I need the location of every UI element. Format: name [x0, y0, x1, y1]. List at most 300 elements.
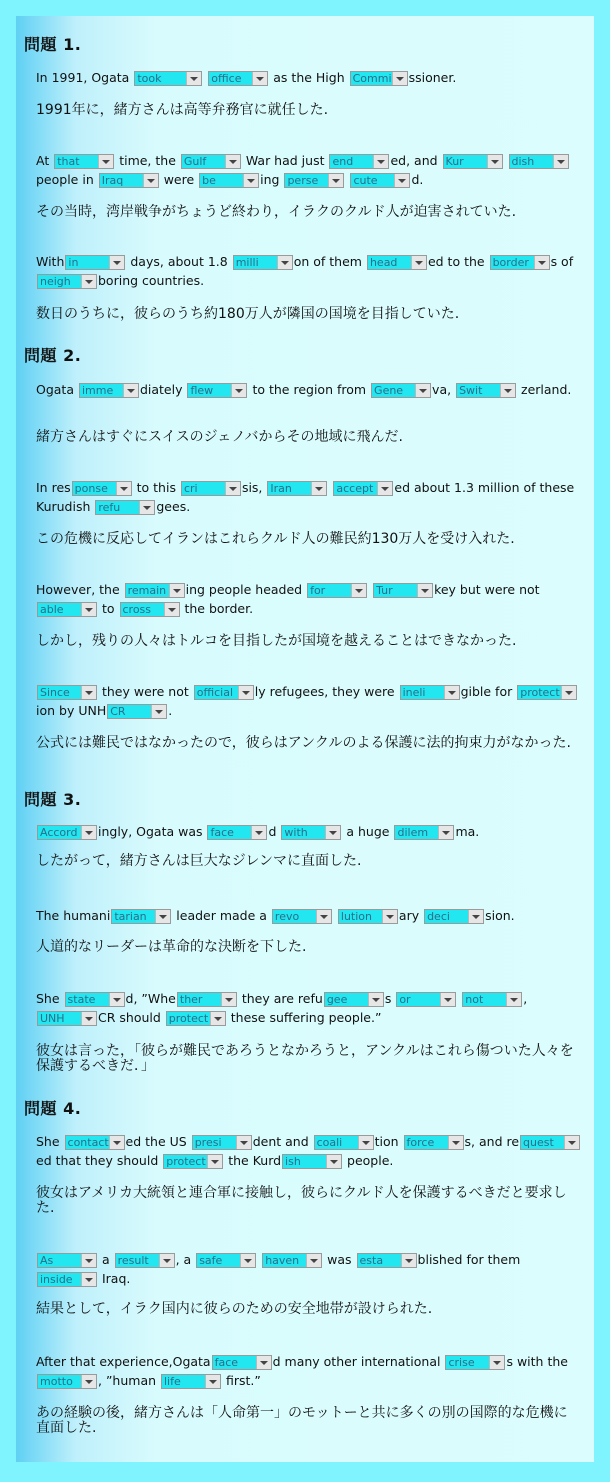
- answer-dropdown[interactable]: [208, 71, 268, 86]
- sentence-text: ed the US: [125, 1134, 191, 1149]
- sentence-text: va,: [432, 382, 456, 397]
- chevron-down-icon[interactable]: [325, 826, 340, 839]
- dropdown-selected-value: quest: [523, 1136, 554, 1149]
- english-sentence: [36, 380, 584, 399]
- dropdown-selected-value: ineli: [402, 686, 426, 699]
- dropdown-selected-value: in: [68, 256, 79, 269]
- chevron-down-icon[interactable]: [151, 705, 166, 718]
- sentence-text: ing people headed: [185, 582, 307, 597]
- chevron-down-icon[interactable]: [81, 1375, 96, 1388]
- dropdown-selected-value: CR: [110, 705, 126, 718]
- sentence-text: War had just: [241, 153, 329, 168]
- sentence-text: She: [36, 1134, 64, 1149]
- answer-dropdown[interactable]: [338, 909, 398, 924]
- chevron-down-icon[interactable]: [139, 501, 154, 514]
- answer-dropdown[interactable]: [350, 173, 410, 188]
- dropdown-selected-value: milli: [235, 256, 259, 269]
- answer-dropdown[interactable]: [65, 992, 125, 1007]
- answer-dropdown[interactable]: [166, 1011, 226, 1026]
- chevron-down-icon[interactable]: [306, 1254, 321, 1267]
- sentence-text: , ”human: [98, 1373, 160, 1388]
- sentence-text: Ogata: [36, 382, 78, 397]
- chevron-down-icon[interactable]: [277, 256, 292, 269]
- answer-dropdown[interactable]: [177, 992, 237, 1007]
- dropdown-selected-value: Swit: [459, 384, 483, 397]
- chevron-down-icon[interactable]: [440, 993, 455, 1006]
- answer-dropdown[interactable]: [445, 1355, 505, 1370]
- dropdown-selected-value: flew: [190, 384, 214, 397]
- chevron-down-icon[interactable]: [225, 155, 240, 168]
- dropdown-selected-value: tarian: [114, 910, 147, 923]
- worksheet-panel: [16, 16, 594, 1462]
- chevron-down-icon[interactable]: [169, 584, 184, 597]
- dropdown-selected-value: Kur: [445, 155, 464, 168]
- english-sentence: [36, 580, 584, 618]
- dropdown-selected-value: border: [492, 256, 529, 269]
- dropdown-selected-value: Gulf: [183, 155, 207, 168]
- chevron-down-icon[interactable]: [116, 482, 131, 495]
- dropdown-selected-value: As: [40, 1254, 54, 1267]
- english-sentence: [36, 1250, 584, 1288]
- answer-dropdown[interactable]: [373, 583, 433, 598]
- answer-dropdown[interactable]: [194, 685, 254, 700]
- chevron-down-icon[interactable]: [256, 1356, 271, 1369]
- answer-dropdown[interactable]: [367, 255, 427, 270]
- chevron-down-icon[interactable]: [155, 910, 170, 923]
- sentence-text: ary: [398, 908, 424, 923]
- answer-dropdown[interactable]: [196, 1253, 256, 1268]
- answer-dropdown[interactable]: [125, 583, 185, 598]
- answer-dropdown[interactable]: [509, 154, 569, 169]
- answer-dropdown[interactable]: [37, 274, 97, 289]
- chevron-down-icon[interactable]: [382, 910, 397, 923]
- sentence-text: leader made a: [172, 908, 271, 923]
- dropdown-selected-value: end: [332, 155, 354, 168]
- sentence-text: the border.: [180, 601, 254, 616]
- japanese-translation: しかし，残りの人々はトルコを目指したが国境を越えることはできなかった.: [36, 633, 517, 649]
- english-sentence: [36, 1132, 584, 1170]
- chevron-down-icon[interactable]: [373, 155, 388, 168]
- chevron-down-icon[interactable]: [109, 256, 124, 269]
- chevron-down-icon[interactable]: [221, 993, 236, 1006]
- sentence-text: to: [98, 601, 119, 616]
- sentence-text: [333, 908, 337, 923]
- answer-dropdown[interactable]: [37, 825, 97, 840]
- dropdown-selected-value: head: [369, 256, 398, 269]
- dropdown-selected-value: inside: [40, 1273, 73, 1286]
- answer-dropdown[interactable]: [400, 685, 460, 700]
- dropdown-selected-value: Since: [40, 686, 70, 699]
- dropdown-selected-value: perse: [287, 174, 319, 187]
- sentence-text: to the region from: [248, 382, 371, 397]
- answer-dropdown[interactable]: [233, 255, 293, 270]
- english-sentence: [36, 252, 584, 290]
- chevron-down-icon[interactable]: [506, 993, 521, 1006]
- sentence-text: d, ”Whe: [125, 991, 176, 1006]
- chevron-down-icon[interactable]: [487, 155, 502, 168]
- answer-dropdown[interactable]: [79, 383, 139, 398]
- answer-dropdown[interactable]: [272, 909, 332, 924]
- answer-dropdown[interactable]: [207, 825, 267, 840]
- answer-dropdown[interactable]: [37, 1011, 97, 1026]
- english-sentence: [36, 822, 584, 841]
- dropdown-selected-value: remain: [127, 584, 167, 597]
- answer-dropdown[interactable]: [115, 1253, 175, 1268]
- answer-dropdown[interactable]: [324, 992, 384, 1007]
- answer-dropdown[interactable]: [443, 154, 503, 169]
- dropdown-selected-value: neigh: [40, 275, 71, 288]
- chevron-down-icon[interactable]: [109, 1136, 123, 1149]
- chevron-down-icon[interactable]: [81, 1012, 96, 1025]
- dropdown-selected-value: refu: [98, 501, 121, 514]
- answer-dropdown[interactable]: [284, 173, 344, 188]
- english-sentence: [36, 1352, 584, 1390]
- answer-dropdown[interactable]: [187, 383, 247, 398]
- dropdown-selected-value: cri: [183, 482, 198, 495]
- sentence-text: ed to the: [427, 254, 489, 269]
- chevron-down-icon[interactable]: [392, 72, 407, 85]
- japanese-translation: その当時，湾岸戦争がちょうど終わり，イラクのクルド人が迫害されていた.: [36, 204, 517, 220]
- chevron-down-icon[interactable]: [411, 256, 426, 269]
- sentence-text: were: [159, 172, 199, 187]
- dropdown-selected-value: presi: [194, 1136, 222, 1149]
- sentence-text: At: [36, 153, 54, 168]
- chevron-down-icon[interactable]: [438, 826, 453, 839]
- dropdown-selected-value: revo: [274, 910, 300, 923]
- section-heading-3: 問題 3.: [24, 790, 82, 809]
- japanese-translation: 人道的なリーダーは革命的な決断を下した.: [36, 939, 307, 955]
- sentence-text: s of: [550, 254, 574, 269]
- answer-dropdown[interactable]: [281, 825, 341, 840]
- chevron-down-icon[interactable]: [159, 1254, 174, 1267]
- chevron-down-icon[interactable]: [81, 275, 96, 288]
- answer-dropdown[interactable]: [520, 1135, 580, 1150]
- dropdown-selected-value: deci: [427, 910, 450, 923]
- dropdown-selected-value: haven: [265, 1254, 300, 1267]
- sentence-text: s with the: [506, 1354, 568, 1369]
- answer-dropdown[interactable]: [107, 704, 167, 719]
- chevron-down-icon[interactable]: [143, 174, 158, 187]
- chevron-down-icon[interactable]: [81, 686, 96, 699]
- answer-dropdown[interactable]: [307, 583, 367, 598]
- answer-dropdown[interactable]: [357, 1253, 417, 1268]
- answer-dropdown[interactable]: [181, 154, 241, 169]
- chevron-down-icon[interactable]: [225, 482, 240, 495]
- dropdown-selected-value: result: [117, 1254, 149, 1267]
- chevron-down-icon[interactable]: [561, 686, 576, 699]
- answer-dropdown[interactable]: [99, 173, 159, 188]
- dropdown-selected-value: protect: [166, 1155, 206, 1168]
- chevron-down-icon[interactable]: [534, 256, 549, 269]
- chevron-down-icon[interactable]: [243, 174, 258, 187]
- sentence-text: [368, 582, 372, 597]
- chevron-down-icon[interactable]: [553, 155, 568, 168]
- answer-dropdown[interactable]: [65, 1135, 125, 1150]
- section-heading-1: 問題 1.: [24, 35, 82, 54]
- dropdown-selected-value: Iran: [270, 482, 292, 495]
- sentence-text: time, the: [115, 153, 180, 168]
- chevron-down-icon[interactable]: [164, 603, 179, 616]
- english-sentence: [36, 906, 584, 925]
- chevron-down-icon[interactable]: [368, 993, 383, 1006]
- chevron-down-icon[interactable]: [394, 174, 409, 187]
- answer-dropdown[interactable]: [424, 909, 484, 924]
- dropdown-selected-value: imme: [81, 384, 114, 397]
- sentence-text: ed, and: [390, 153, 442, 168]
- sentence-text: ma.: [455, 824, 480, 839]
- chevron-down-icon[interactable]: [252, 72, 267, 85]
- japanese-translation: 1991年に，緒方さんは高等弁務官に就任した.: [36, 102, 329, 118]
- chevron-down-icon[interactable]: [564, 1136, 579, 1149]
- answer-dropdown[interactable]: [314, 1135, 374, 1150]
- dropdown-selected-value: not: [465, 993, 484, 1006]
- sentence-text: as the High: [269, 70, 349, 85]
- sentence-text: ing: [260, 172, 284, 187]
- answer-dropdown[interactable]: [181, 481, 241, 496]
- sentence-text: boring countries.: [98, 273, 205, 288]
- japanese-translation: 公式には難民ではなかったので，彼らはアンクルのよる保護に法的拘束力がなかった.: [36, 735, 571, 751]
- sentence-text: gible for: [460, 684, 517, 699]
- chevron-down-icon[interactable]: [401, 1254, 416, 1267]
- sentence-text: sis,: [241, 480, 267, 495]
- sentence-text: d.: [411, 172, 424, 187]
- dropdown-selected-value: state: [67, 993, 96, 1006]
- chevron-down-icon[interactable]: [316, 910, 331, 923]
- english-sentence: [36, 682, 584, 720]
- chevron-down-icon[interactable]: [81, 826, 96, 839]
- sentence-text: Iraq.: [98, 1271, 131, 1286]
- sentence-text: , a: [175, 1252, 196, 1267]
- dropdown-selected-value: for: [310, 584, 326, 597]
- sentence-text: they were not: [98, 684, 193, 699]
- sentence-text: ion by UNH: [36, 703, 107, 718]
- answer-dropdown[interactable]: [371, 383, 431, 398]
- sentence-text: blished for them: [417, 1252, 521, 1267]
- sentence-text: CR should: [98, 1010, 165, 1025]
- chevron-down-icon[interactable]: [377, 482, 392, 495]
- sentence-text: ingly, Ogata was: [98, 824, 207, 839]
- chevron-down-icon[interactable]: [328, 174, 343, 187]
- answer-dropdown[interactable]: [37, 1272, 97, 1287]
- dropdown-selected-value: dilem: [397, 826, 429, 839]
- answer-dropdown[interactable]: [333, 481, 393, 496]
- chevron-down-icon[interactable]: [81, 603, 96, 616]
- sentence-text: [457, 991, 461, 1006]
- sentence-text: tion: [374, 1134, 403, 1149]
- sentence-text: ssioner.: [408, 70, 457, 85]
- sentence-text: they are refu: [237, 991, 323, 1006]
- answer-dropdown[interactable]: [134, 71, 202, 86]
- chevron-down-icon[interactable]: [236, 1136, 251, 1149]
- sentence-text: s: [384, 991, 396, 1006]
- answer-dropdown[interactable]: [95, 500, 155, 515]
- section-heading-2: 問題 2.: [24, 346, 82, 365]
- answer-dropdown[interactable]: [199, 173, 259, 188]
- sentence-text: dent and: [252, 1134, 313, 1149]
- answer-dropdown[interactable]: [350, 71, 408, 86]
- sentence-text: ed about 1.3 million of these Kurudish: [36, 480, 575, 514]
- sentence-text: the Kurd: [224, 1153, 282, 1168]
- chevron-down-icon[interactable]: [358, 1136, 373, 1149]
- sentence-text: diately: [139, 382, 187, 397]
- answer-dropdown[interactable]: [329, 154, 389, 169]
- answer-dropdown[interactable]: [394, 825, 454, 840]
- chevron-down-icon[interactable]: [500, 384, 515, 397]
- dropdown-selected-value: coali: [316, 1136, 343, 1149]
- dropdown-selected-value: force: [406, 1136, 435, 1149]
- answer-dropdown[interactable]: [37, 602, 97, 617]
- chevron-down-icon[interactable]: [351, 584, 366, 597]
- answer-dropdown[interactable]: [120, 602, 180, 617]
- answer-dropdown[interactable]: [404, 1135, 464, 1150]
- sentence-text: d: [268, 824, 281, 839]
- chevron-down-icon[interactable]: [98, 155, 113, 168]
- answer-dropdown[interactable]: [212, 1355, 272, 1370]
- japanese-translation: 彼女は言った，「彼らが難民であろうとなかろうと，アンクルはこれら傷ついた人々を保護するべきだ．」: [36, 1043, 574, 1074]
- dropdown-selected-value: Commi: [352, 72, 392, 85]
- sentence-text: After that experience,Ogata: [36, 1354, 211, 1369]
- chevron-down-icon[interactable]: [251, 826, 266, 839]
- japanese-translation: 数日のうちに，彼らのうち約180万人が隣国の国境を目指していた.: [36, 306, 460, 322]
- sentence-text: was: [323, 1252, 356, 1267]
- chevron-down-icon[interactable]: [448, 1136, 463, 1149]
- sentence-text: people in: [36, 172, 98, 187]
- chevron-down-icon[interactable]: [109, 993, 124, 1006]
- answer-dropdown[interactable]: [462, 992, 522, 1007]
- sentence-text: .: [168, 703, 173, 718]
- sentence-text: to this: [132, 480, 180, 495]
- dropdown-selected-value: esta: [359, 1254, 384, 1267]
- dropdown-selected-value: ponse: [74, 482, 108, 495]
- sentence-text: ,: [523, 991, 528, 1006]
- answer-dropdown[interactable]: [111, 909, 171, 924]
- chevron-down-icon[interactable]: [207, 1155, 222, 1168]
- sentence-text: She: [36, 991, 64, 1006]
- japanese-translation: 結果として，イラク国内に彼らのための安全地帯が設けられた.: [36, 1301, 433, 1317]
- sentence-text: ly refugees, they were: [254, 684, 399, 699]
- answer-dropdown[interactable]: [163, 1154, 223, 1169]
- answer-dropdown[interactable]: [262, 1253, 322, 1268]
- sentence-text: people.: [343, 1153, 394, 1168]
- answer-dropdown[interactable]: [37, 1374, 97, 1389]
- answer-dropdown[interactable]: [161, 1374, 221, 1389]
- chevron-down-icon[interactable]: [81, 1273, 96, 1286]
- chevron-down-icon[interactable]: [311, 482, 326, 495]
- sentence-text: first.”: [222, 1373, 261, 1388]
- chevron-down-icon[interactable]: [81, 1254, 96, 1267]
- chevron-down-icon[interactable]: [210, 1012, 225, 1025]
- sentence-text: [504, 153, 508, 168]
- dropdown-selected-value: gee: [326, 993, 348, 1006]
- english-sentence: [36, 478, 584, 516]
- dropdown-selected-value: ther: [179, 993, 203, 1006]
- chevron-down-icon[interactable]: [205, 1375, 220, 1388]
- sentence-text: With: [36, 254, 65, 269]
- answer-dropdown[interactable]: [282, 1154, 342, 1169]
- sentence-text: d many other international: [272, 1354, 445, 1369]
- dropdown-selected-value: Accord: [40, 826, 78, 839]
- sentence-text: [203, 70, 207, 85]
- chevron-down-icon[interactable]: [489, 1356, 504, 1369]
- sentence-text: ed that they should: [36, 1153, 163, 1168]
- chevron-down-icon[interactable]: [326, 1155, 341, 1168]
- dropdown-selected-value: with: [284, 826, 308, 839]
- answer-dropdown[interactable]: [267, 481, 327, 496]
- dropdown-selected-value: life: [164, 1375, 181, 1388]
- chevron-down-icon[interactable]: [186, 72, 201, 85]
- dropdown-selected-value: accept: [336, 482, 374, 495]
- dropdown-selected-value: or: [399, 993, 411, 1006]
- dropdown-selected-value: protect: [168, 1012, 209, 1025]
- japanese-translation: この危機に反応してイランはこれらクルド人の難民約130万人を受け入れた.: [36, 531, 515, 547]
- english-sentence: [36, 68, 584, 87]
- answer-dropdown[interactable]: [192, 1135, 252, 1150]
- japanese-translation: したがって，緒方さんは巨大なジレンマに直面した.: [36, 853, 362, 869]
- answer-dropdown[interactable]: [65, 255, 125, 270]
- chevron-down-icon[interactable]: [444, 686, 459, 699]
- sentence-text: In 1991, Ogata: [36, 70, 134, 85]
- dropdown-selected-value: Iraq: [101, 174, 124, 187]
- dropdown-selected-value: UNH: [40, 1012, 65, 1025]
- dropdown-selected-value: face: [210, 826, 234, 839]
- section-heading-4: 問題 4.: [24, 1099, 82, 1118]
- sentence-text: zerland.: [517, 382, 572, 397]
- sentence-text: In res: [36, 480, 71, 495]
- answer-dropdown[interactable]: [517, 685, 577, 700]
- sentence-text: s, and re: [464, 1134, 520, 1149]
- answer-dropdown[interactable]: [54, 154, 114, 169]
- dropdown-selected-value: crise: [448, 1356, 475, 1369]
- japanese-translation: 彼女はアメリカ大統領と連合軍に接触し，彼らにクルド人を保護するべきだと要求した.: [36, 1185, 567, 1216]
- dropdown-selected-value: safe: [199, 1254, 223, 1267]
- dropdown-selected-value: protect: [520, 686, 560, 699]
- dropdown-selected-value: dish: [511, 155, 535, 168]
- chevron-down-icon[interactable]: [240, 1254, 255, 1267]
- answer-dropdown[interactable]: [37, 1253, 97, 1268]
- dropdown-selected-value: Gene: [374, 384, 404, 397]
- dropdown-selected-value: motto: [40, 1375, 73, 1388]
- dropdown-selected-value: took: [137, 72, 162, 85]
- dropdown-selected-value: cross: [122, 603, 152, 616]
- sentence-text: [345, 172, 349, 187]
- sentence-text: [257, 1252, 261, 1267]
- dropdown-selected-value: ish: [285, 1155, 301, 1168]
- chevron-down-icon[interactable]: [415, 384, 430, 397]
- sentence-text: these suffering people.”: [226, 1010, 382, 1025]
- dropdown-selected-value: Tur: [376, 584, 393, 597]
- answer-dropdown[interactable]: [396, 992, 456, 1007]
- chevron-down-icon[interactable]: [231, 384, 246, 397]
- sentence-text: sion.: [485, 908, 515, 923]
- chevron-down-icon[interactable]: [123, 384, 138, 397]
- dropdown-selected-value: face: [214, 1356, 239, 1369]
- answer-dropdown[interactable]: [456, 383, 516, 398]
- chevron-down-icon[interactable]: [238, 686, 253, 699]
- answer-dropdown[interactable]: [72, 481, 132, 496]
- dropdown-selected-value: lution: [340, 910, 373, 923]
- sentence-text: key but were not: [434, 582, 540, 597]
- answer-dropdown[interactable]: [490, 255, 550, 270]
- chevron-down-icon[interactable]: [468, 910, 483, 923]
- sentence-text: a: [98, 1252, 114, 1267]
- sentence-text: on of them: [293, 254, 366, 269]
- chevron-down-icon[interactable]: [417, 584, 432, 597]
- answer-dropdown[interactable]: [37, 685, 97, 700]
- dropdown-selected-value: that: [57, 155, 80, 168]
- dropdown-selected-value: contact: [67, 1136, 109, 1149]
- sentence-text: The humani: [36, 908, 111, 923]
- dropdown-selected-value: able: [40, 603, 64, 616]
